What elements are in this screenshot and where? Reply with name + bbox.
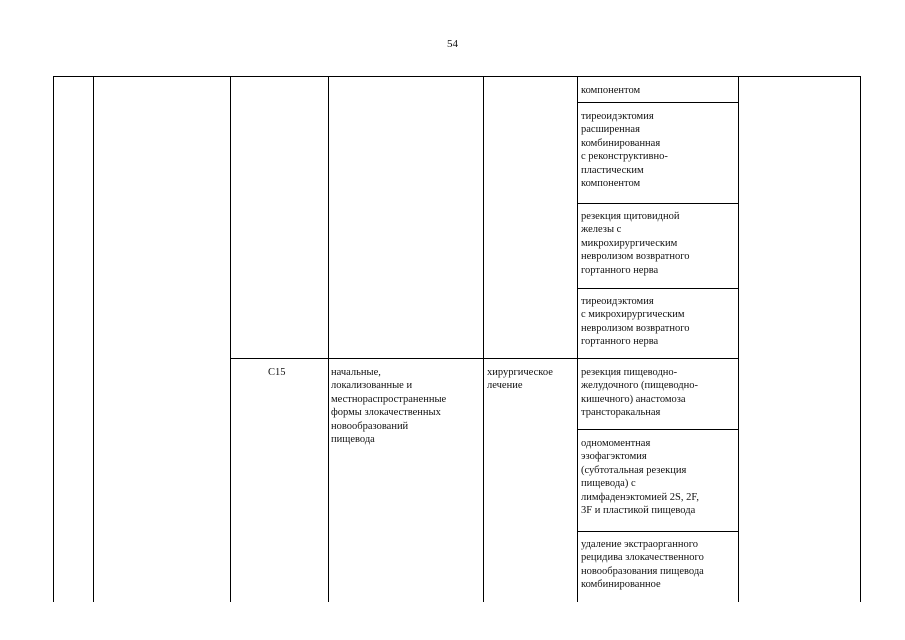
row-separator bbox=[230, 358, 739, 359]
procedure-cell: тиреоидэктомия с микрохирургическим невролизом возвратного гортанного нерва bbox=[581, 296, 690, 348]
column-divider-2 bbox=[230, 76, 231, 602]
column-divider-4 bbox=[483, 76, 484, 602]
column-divider-5 bbox=[577, 76, 578, 602]
procedure-cell: резекция пищеводно- желудочного (пищеводно- кишечного) анастомоза трансторакальная bbox=[581, 367, 699, 419]
procedure-cell: одномоментная эзофагэктомия (субтотальная резекция пищевода) с лимфаденэктомией 2S, 2F, 3F и пластикой пищевода bbox=[581, 438, 699, 517]
column-divider-6 bbox=[738, 76, 739, 602]
code-cell: C15 bbox=[268, 367, 286, 378]
procedure-separator bbox=[577, 203, 739, 204]
procedure-separator bbox=[577, 531, 739, 532]
procedure-separator bbox=[577, 288, 739, 289]
column-divider-3 bbox=[328, 76, 329, 602]
diagnosis-cell: начальные, локализованные и местнораспространенные формы злокачественных новообразований пищевода bbox=[331, 367, 447, 446]
column-divider-1 bbox=[93, 76, 94, 602]
page-number: 54 bbox=[447, 38, 458, 50]
table-border-left bbox=[53, 76, 54, 602]
procedure-cell: компонентом bbox=[581, 85, 641, 96]
procedure-cell: тиреоидэктомия расширенная комбинированная с реконструктивно- пластическим компонентом bbox=[581, 111, 668, 190]
procedure-separator bbox=[577, 429, 739, 430]
procedure-separator bbox=[577, 102, 739, 103]
table-border-top bbox=[53, 76, 861, 77]
procedure-cell: удаление экстраорганного рецидива злокачественного новообразования пищевода комбинированное bbox=[581, 539, 704, 591]
procedure-cell: резекция щитовидной железы с микрохирургическим невролизом возвратного гортанного нерва bbox=[581, 211, 690, 276]
table-border-right bbox=[860, 76, 861, 602]
treatment-cell: хирургическое лечение bbox=[487, 367, 553, 392]
